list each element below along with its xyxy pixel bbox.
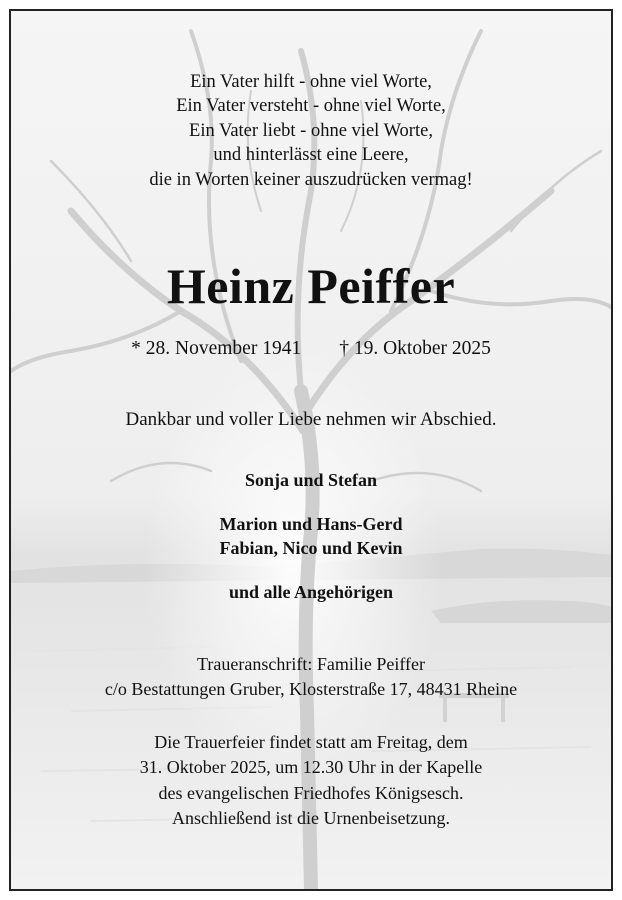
funeral-service-info bbox=[11, 730, 611, 831]
address-line: c/o Bestattungen Gruber, Klosterstraße 17, 48431 Rheine bbox=[104, 679, 518, 699]
poem-line: die in Worten keiner auszudrücken vermag! bbox=[149, 169, 473, 190]
poem-line: und hinterlässt eine Leere, bbox=[213, 145, 409, 166]
obituary-card bbox=[9, 9, 613, 891]
address-line: Traueranschrift: Familie Peiffer bbox=[197, 654, 425, 674]
mourning-address bbox=[11, 652, 611, 702]
deceased-name: Heinz Peiffer bbox=[166, 258, 456, 314]
service-line: Die Trauerfeier findet statt am Freitag, dem bbox=[154, 732, 468, 752]
mourner-line: Fabian, Nico und Kevin bbox=[219, 538, 403, 558]
mourner-line: Marion und Hans-Gerd bbox=[219, 514, 403, 534]
poem-line: Ein Vater hilft - ohne viel Worte, bbox=[190, 72, 432, 92]
death-date: † 19. Oktober 2025 bbox=[339, 338, 491, 359]
farewell-message: Dankbar und voller Liebe nehmen wir Abschied. bbox=[125, 409, 497, 430]
service-line: Anschließend ist die Urnenbeisetzung. bbox=[172, 807, 450, 828]
mourner-line: Sonja und Stefan bbox=[244, 470, 378, 490]
poem-line: Ein Vater versteht - ohne viel Worte, bbox=[176, 96, 446, 117]
poem-line: Ein Vater liebt - ohne viel Worte, bbox=[189, 120, 433, 141]
birth-date: * 28. November 1941 bbox=[131, 338, 302, 359]
mourner-line: und alle Angehörigen bbox=[228, 582, 394, 602]
obituary-content bbox=[11, 11, 611, 889]
memorial-poem bbox=[11, 70, 611, 192]
service-line: des evangelischen Friedhofes Königsesch. bbox=[158, 782, 464, 803]
life-dates bbox=[11, 336, 611, 362]
service-line: 31. Oktober 2025, um 12.30 Uhr in der Kapelle bbox=[139, 757, 483, 778]
